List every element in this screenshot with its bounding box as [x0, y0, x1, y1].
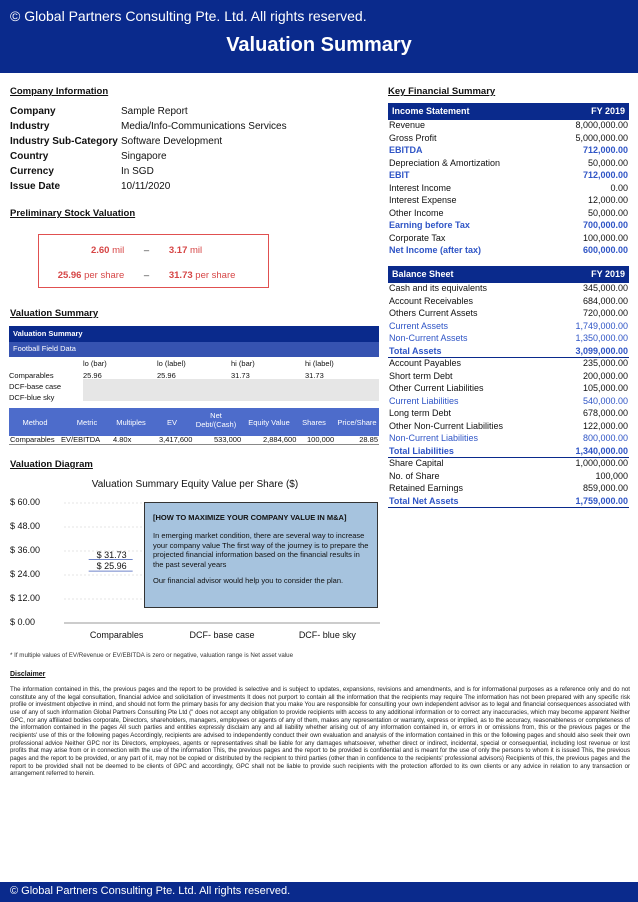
financial-row	[388, 283, 629, 296]
financial-value: 235,000.00	[582, 358, 628, 368]
financial-label: Other Non-Current Liabilities	[389, 420, 504, 431]
low-share-value: 25.96 per share	[57, 270, 125, 281]
company-info-value: Singapore	[121, 151, 167, 162]
financial-row	[388, 233, 629, 246]
financial-value: 678,000.00	[582, 408, 628, 418]
financial-row	[388, 496, 629, 509]
balance-period: FY 2019	[591, 269, 625, 279]
method-col-header: Multiples	[116, 418, 146, 427]
financial-value: 712,000.00	[582, 145, 628, 155]
prelim-valuation-box	[38, 234, 269, 288]
income-period: FY 2019	[591, 106, 625, 116]
income-title: Income Statement	[392, 106, 470, 116]
chart-title: Valuation Summary Equity Value per Share ($)	[91, 479, 299, 490]
ff-cell: 25.96	[157, 371, 176, 380]
company-info-key: Currency	[10, 166, 54, 177]
bar-value-label: $ 25.96	[96, 561, 127, 572]
disclaimer-text: The information contained in this, the previous pages and the report to be provided is selective and is subject to updates, expansions, revisions and amendments, and is for informational purposes as a reference only and do not constitute any of the legal consultation, financial advice and solicitation of investments It does not purport to contain all the information that the recipients may require The information has not been prepared with any specific risk profile or investment objective in mind, and should not form the primary basis for any decision that you make You are responsible for consulting your own independent advisor as to legal and financial consequences associated with use of any of such information Global Partners Consulting Pte Ltd (" does not accept any obligation to provide recipients with access to any additional information or to correct any inaccuracies, which may become apparent Neither GPC, nor any affiliated bodies corporate, Directors, shareholders, managers, employees or agents of any of them, makes any representation or warranty, express or implied, as to the accuracy, reasonableness or completeness of the information contained in the pages All such parties and entities expressly disclaim any and all liability whether arising out of any information contained in, or errors in or omissions from, this or the previous pages or the recipients' use of this or the following pages Accordingly, recipients are advised to independently conduct their own evaluation and analysis of the information contained in this or the following pages and should also seek their own professional advice Neither GPC nor its Directors, employees, agents or representatives shall be liable for any damages whatsoever, whether direct or indirect, incidental, special or consequential, including lost revenue or lost profits that may arise from or in connection with the use of the information This, the previous pages and the report to be provided is confidential and is meant for the use of only the persons to whom it is issued This, the previous pages and the report to be provided, or any part of it, may not be copied or distributed by the recipient to third parties (other than in confidence to the recipients' professional advisors) Recipients of this, the previous pages and the report to be provided shall not be deemed to be clients of GPC and accordingly, GPC shall not be liable to provide such recipients with the protection afforded to its own clients or any advice in relation to any transaction or arrangement referred to herein.	[10, 686, 630, 778]
financial-label: Current Liabilities	[389, 395, 459, 406]
ff-cell: 25.96	[83, 371, 102, 380]
key-financial-heading: Key Financial Summary	[388, 86, 496, 97]
financial-row	[388, 433, 629, 446]
financial-row	[388, 220, 629, 233]
financial-label: Long term Debt	[389, 408, 452, 418]
method-col-header: Method	[22, 418, 48, 427]
financial-value: 1,749,000.00	[575, 320, 628, 331]
financial-row	[388, 208, 629, 221]
range-dash: –	[143, 245, 150, 256]
method-col-header: Shares	[302, 418, 326, 427]
financial-label: Account Payables	[389, 358, 462, 368]
y-tick-label: $ 24.00	[10, 569, 41, 579]
company-info-value: Software Development	[121, 136, 223, 147]
prelim-heading: Preliminary Stock Valuation	[10, 208, 136, 219]
company-info-row	[10, 181, 170, 192]
company-info-row	[10, 166, 154, 177]
financial-row	[388, 133, 629, 146]
company-info-value: 10/11/2020	[121, 181, 171, 192]
method-cell: 533,000	[214, 435, 242, 444]
financial-label: Interest Expense	[389, 195, 457, 205]
financial-label: Total Net Assets	[389, 495, 459, 506]
financial-row	[388, 358, 629, 371]
financial-label: Non-Current Liabilities	[389, 433, 479, 443]
x-category-label: DCF- base case	[189, 630, 255, 640]
method-header-row	[9, 408, 379, 436]
x-category-label: Comparables	[89, 630, 144, 640]
ff-col-header: lo (bar)	[83, 359, 107, 368]
balance-sheet-table	[388, 266, 629, 508]
ff-row-name: DCF-base case	[9, 382, 62, 391]
financial-row	[388, 483, 629, 496]
financial-label: Share Capital	[389, 458, 444, 468]
financial-value: 859,000.00	[582, 483, 628, 493]
method-data-row	[9, 434, 379, 445]
company-info-row	[10, 151, 167, 162]
financial-value: 712,000.00	[582, 170, 628, 180]
ff-col-header: hi (label)	[305, 359, 334, 368]
page-title: Valuation Summary	[226, 34, 412, 56]
company-info-value: Media/Info-Communications Services	[121, 121, 287, 132]
popup-heading: [HOW TO MAXIMIZE YOUR COMPANY VALUE IN M&A]	[153, 513, 347, 522]
ff-col-header: hi (bar)	[231, 359, 255, 368]
financial-value: 50,000.00	[587, 207, 628, 218]
financial-value: 50,000.00	[587, 157, 628, 168]
financial-label: Other Current Liabilities	[389, 383, 484, 393]
balance-header	[388, 266, 629, 283]
method-cell: 100,000	[307, 435, 335, 444]
method-cell: 2,884,600	[263, 435, 297, 444]
financial-row	[388, 170, 629, 183]
financial-value: 684,000.00	[582, 295, 628, 306]
financial-label: EBIT	[389, 170, 410, 180]
financial-label: Non-Current Assets	[389, 333, 468, 343]
financial-row	[388, 383, 629, 396]
company-info-value: Sample Report	[121, 106, 188, 117]
vs-subtitle-bar: Football Field Data	[9, 342, 379, 357]
financial-label: No. of Share	[389, 470, 440, 481]
ff-col-header: lo (label)	[157, 359, 186, 368]
financial-row	[388, 408, 629, 421]
method-cell: 4.80x	[113, 435, 132, 444]
high-mil-value: 3.17 mil	[168, 245, 203, 256]
company-info-heading: Company Information	[10, 86, 109, 97]
popup-paragraph-1: In emerging market condition, there are several way to increase your company value The first way of the journey is to prepare the projected financial information based on the financial results in the past several years	[153, 530, 369, 569]
method-col-header: Price/Share	[337, 418, 377, 427]
high-share-value: 31.73 per share	[168, 270, 236, 281]
diagram-heading: Valuation Diagram	[10, 459, 93, 470]
company-info-key: Industry Sub-Category	[10, 136, 118, 147]
financial-row	[388, 396, 629, 409]
valuation-summary-heading: Valuation Summary	[10, 308, 99, 319]
financial-row	[388, 371, 629, 384]
ma-tip-popup	[144, 502, 378, 608]
vs-title-bar: Valuation Summary	[9, 326, 379, 342]
financial-row	[388, 296, 629, 309]
company-info-key: Issue Date	[10, 181, 61, 192]
financial-label: Account Receivables	[389, 295, 474, 306]
financial-row	[388, 245, 629, 258]
ff-row-name: Comparables	[9, 371, 54, 380]
financial-value: 345,000.00	[582, 283, 628, 293]
financial-label: Earning before Tax	[389, 220, 470, 230]
financial-label: Total Liabilities	[389, 445, 454, 456]
financial-value: 720,000.00	[582, 308, 628, 318]
financial-value: 12,000.00	[587, 195, 628, 205]
financial-value: 3,099,000.00	[575, 345, 628, 356]
popup-paragraph-2: Our financial advisor would help you to consider the plan.	[153, 575, 344, 585]
financial-value: 1,340,000.00	[575, 445, 628, 456]
financial-row	[388, 346, 629, 359]
financial-row	[388, 458, 629, 471]
financial-label: Other Income	[389, 207, 444, 218]
financial-label: EBITDA	[389, 145, 423, 155]
ff-cell: 31.73	[305, 371, 324, 380]
financial-value: 5,000,000.00	[575, 132, 628, 143]
balance-title: Balance Sheet	[392, 269, 454, 279]
method-col-header: Metric	[76, 418, 98, 427]
financial-label: Short term Debt	[389, 370, 453, 381]
financial-label: Gross Profit	[389, 132, 437, 143]
company-info-row	[10, 121, 287, 132]
header-copyright: © Global Partners Consulting Pte. Ltd. All rights reserved.	[10, 8, 367, 24]
empty-shaded-area	[83, 379, 379, 401]
financial-row	[388, 421, 629, 434]
financial-row	[388, 120, 629, 133]
bar-value-label: $ 31.73	[96, 549, 127, 560]
financial-label: Total Assets	[389, 345, 442, 356]
financial-row	[388, 195, 629, 208]
financial-label: Retained Earnings	[389, 483, 464, 493]
y-tick-label: $ 12.00	[10, 593, 41, 603]
method-cell: Comparables	[10, 435, 55, 444]
financial-row	[388, 446, 629, 459]
company-info-key: Company	[10, 106, 56, 117]
financial-row	[388, 158, 629, 171]
financial-label: Others Current Assets	[389, 308, 478, 318]
method-col-header: Equity Value	[248, 418, 290, 427]
footnote: * If multiple values of EV/Revenue or EV/EBITDA is zero or negative, valuation range is Net asset value	[10, 652, 294, 659]
financial-value: 600,000.00	[582, 245, 628, 255]
company-info-row	[10, 136, 222, 147]
financial-value: 100,000	[595, 470, 628, 481]
financial-row	[388, 183, 629, 196]
footer-bar	[0, 882, 638, 902]
financial-row	[388, 321, 629, 334]
financial-value: 100,000.00	[582, 232, 628, 243]
financial-value: 1,759,000.00	[575, 495, 628, 506]
company-info-value: In SGD	[121, 166, 154, 177]
financial-value: 8,000,000.00	[575, 120, 628, 130]
disclaimer-heading: Disclaimer	[10, 671, 46, 678]
method-col-header: Net Debt/(Cash)	[195, 411, 237, 429]
financial-label: Net Income (after tax)	[389, 245, 482, 255]
financial-row	[388, 333, 629, 346]
header-bar	[0, 0, 638, 73]
football-field-grid	[9, 357, 379, 405]
range-dash: –	[143, 270, 150, 281]
financial-value: 700,000.00	[582, 220, 628, 230]
financial-value: 0.00	[610, 182, 628, 193]
financial-row	[388, 471, 629, 484]
company-info-key: Country	[10, 151, 49, 162]
income-statement-table	[388, 103, 629, 258]
ff-row-name: DCF-blue sky	[9, 393, 55, 402]
financial-value: 800,000.00	[582, 433, 628, 443]
company-info-key: Industry	[10, 121, 50, 132]
financial-value: 122,000.00	[582, 420, 628, 431]
footer-copyright: © Global Partners Consulting Pte. Ltd. All rights reserved.	[10, 885, 291, 897]
financial-row	[388, 145, 629, 158]
method-col-header: EV	[166, 418, 177, 427]
financial-label: Corporate Tax	[389, 232, 446, 243]
financial-value: 1,350,000.00	[575, 333, 628, 343]
financial-value: 1,000,000.00	[575, 458, 628, 468]
financial-value: 105,000.00	[582, 383, 628, 393]
financial-label: Current Assets	[389, 320, 449, 331]
financial-label: Interest Income	[389, 182, 452, 193]
method-cell: EV/EBITDA	[61, 435, 101, 444]
valuation-summary-table	[9, 326, 379, 405]
method-cell: 3,417,600	[159, 435, 193, 444]
financial-value: 540,000.00	[582, 395, 628, 406]
financial-row	[388, 308, 629, 321]
y-tick-label: $ 36.00	[10, 545, 41, 555]
method-cell: 28.85	[359, 435, 378, 444]
income-header	[388, 103, 629, 120]
y-tick-label: $ 60.00	[10, 497, 41, 507]
financial-label: Revenue	[389, 120, 426, 130]
low-mil-value: 2.60 mil	[90, 245, 125, 256]
financial-label: Depreciation & Amortization	[389, 157, 501, 168]
x-category-label: DCF- blue sky	[298, 630, 356, 640]
y-tick-label: $ 48.00	[10, 521, 41, 531]
ff-cell: 31.73	[231, 371, 250, 380]
financial-label: Cash and its equivalents	[389, 283, 488, 293]
y-tick-label: $ 0.00	[10, 617, 36, 627]
financial-value: 200,000.00	[582, 370, 628, 381]
company-info-row	[10, 106, 188, 117]
